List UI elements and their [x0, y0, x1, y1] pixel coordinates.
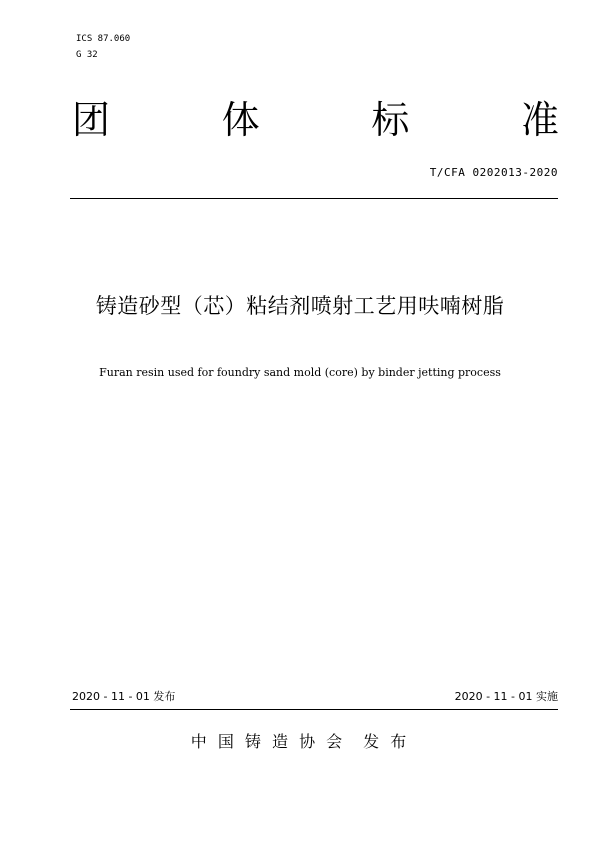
heading-char-1: 团 — [72, 98, 111, 142]
issue-label: 发 布 — [363, 732, 410, 751]
implement-date: 2020 - 11 - 01 实施 — [454, 690, 558, 703]
standard-number: T/CFA 0202013-2020 — [429, 166, 558, 179]
heading-char-3: 标 — [371, 98, 410, 142]
document-type-heading — [72, 98, 559, 142]
ccs-code: G 32 — [76, 50, 98, 60]
chinese-title: 铸造砂型（芯）粘结剂喷射工艺用呋喃树脂 — [95, 294, 505, 318]
heading-char-4: 准 — [520, 98, 559, 142]
issuer-line — [0, 729, 600, 752]
english-title: Furan resin used for foundry sand mold (core) by binder jetting process — [99, 366, 501, 379]
issuer-name: 中 国 铸 造 协 会 — [190, 732, 346, 751]
bottom-divider — [70, 709, 558, 710]
top-divider — [70, 198, 558, 199]
heading-char-2: 体 — [221, 98, 260, 142]
ics-code: ICS 87.060 — [76, 34, 131, 44]
publish-date: 2020 - 11 - 01 发布 — [72, 690, 176, 703]
